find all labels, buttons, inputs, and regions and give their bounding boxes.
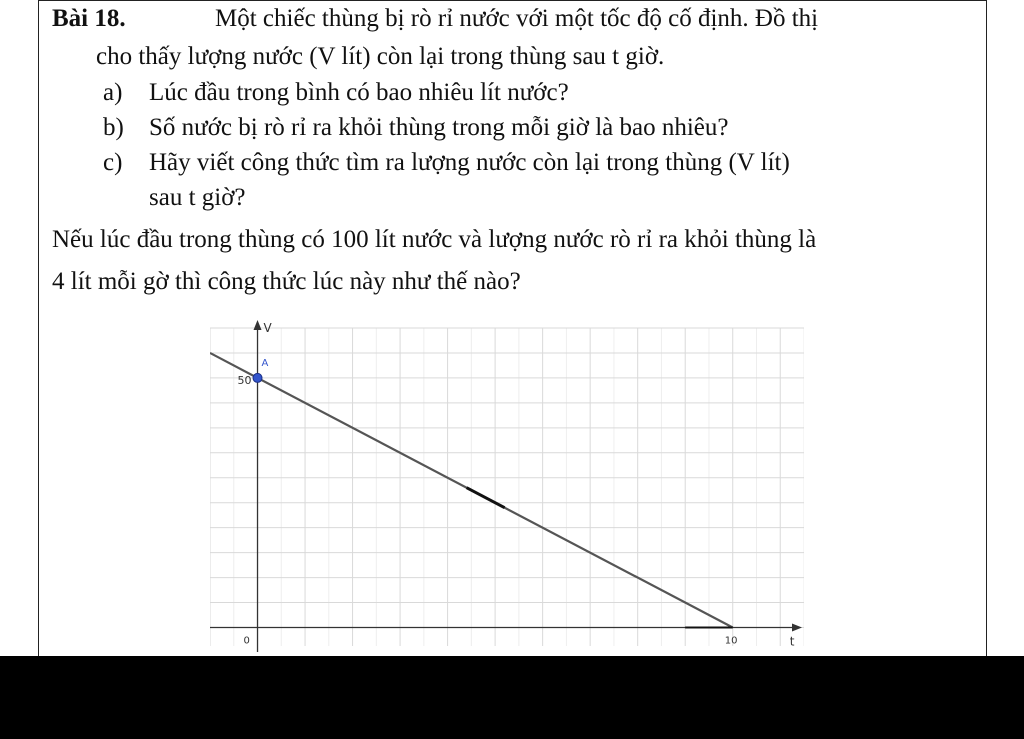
- followup-line-2: 4 lít mỗi gờ thì công thức lúc này như thế nào?: [52, 268, 521, 295]
- question-a-marker: a): [103, 79, 123, 106]
- point-a-label: A: [261, 357, 269, 369]
- grid: [210, 328, 804, 646]
- y-axis-label: V: [263, 321, 272, 335]
- followup-line-1: Nếu lúc đầu trong thùng có 100 lít nước và lượng nước rò rỉ ra khỏi thùng là: [52, 226, 817, 253]
- question-c-marker: c): [103, 149, 123, 176]
- labels: [238, 321, 795, 649]
- water-volume-graph: [210, 318, 804, 656]
- x-tick-label-10: 10: [724, 635, 738, 647]
- problem-title: Bài 18.: [52, 5, 126, 32]
- black-bottom-bar: [0, 656, 1024, 739]
- question-c-text: Hãy viết công thức tìm ra lượng nước còn lại trong thùng (V lít): [149, 149, 790, 176]
- origin-label: 0: [243, 635, 250, 647]
- question-c-continuation: sau t giờ?: [149, 184, 246, 211]
- point-a-marker: [253, 373, 262, 382]
- intro-line-2: cho thấy lượng nước (V lít) còn lại trong thùng sau t giờ.: [96, 43, 665, 70]
- x-axis-label: t: [789, 634, 795, 649]
- series-highlight-segment: [467, 488, 505, 508]
- question-b-text: Số nước bị rò rỉ ra khỏi thùng trong mỗi giờ là bao nhiêu?: [149, 114, 729, 141]
- question-b-marker: b): [103, 114, 124, 141]
- x-axis-arrow: [792, 624, 802, 632]
- question-a-text: Lúc đầu trong bình có bao nhiêu lít nước?: [149, 79, 569, 106]
- y-tick-label-50: 50: [237, 373, 252, 387]
- intro-line-1: Một chiếc thùng bị rò rỉ nước với một tốc độ cố định. Đồ thị: [215, 5, 819, 32]
- y-axis-arrow: [254, 320, 262, 330]
